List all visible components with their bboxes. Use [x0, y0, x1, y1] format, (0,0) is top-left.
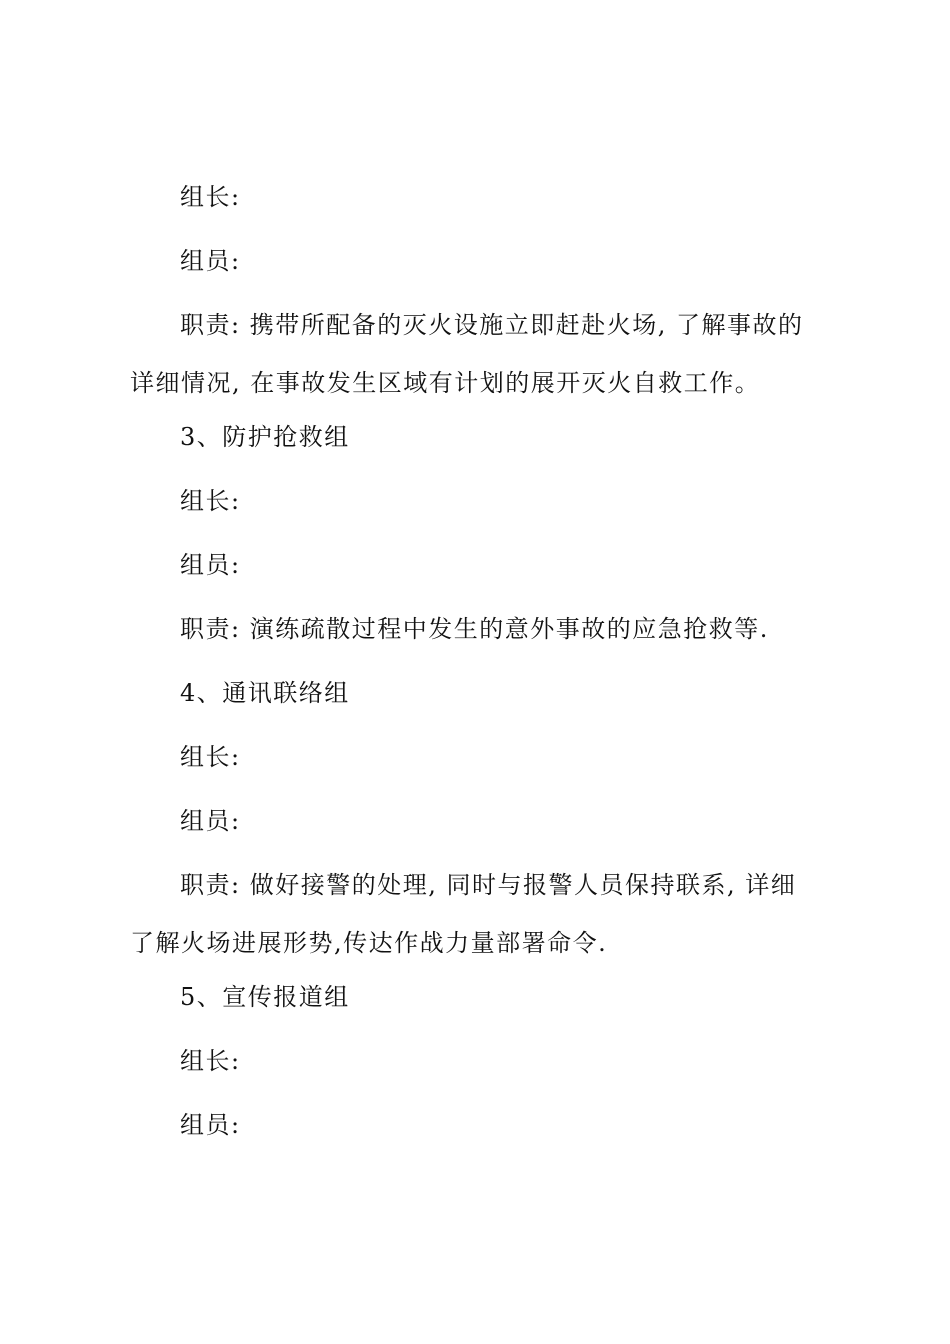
team-member-label: 组员: — [180, 807, 241, 835]
team-leader-label: 组长: — [180, 183, 241, 211]
team-leader-label: 组长: — [180, 487, 241, 515]
duty-line: 职责: 携带所配备的灭火设施立即赶赴火场, 了解事故的 — [180, 311, 804, 339]
team-member-label: 组员: — [180, 247, 241, 275]
duty-line: 详细情况, 在事故发生区域有计划的展开灭火自救工作。 — [130, 369, 761, 397]
team-member-label: 组员: — [180, 551, 241, 579]
team-leader-label: 组长: — [180, 1047, 241, 1075]
duty-line: 职责: 做好接警的处理, 同时与报警人员保持联系, 详细 — [180, 871, 797, 899]
section-heading: 3、防护抢救组 — [180, 423, 350, 451]
duty-line: 了解火场进展形势,传达作战力量部署命令. — [130, 929, 608, 957]
section-heading: 5、宣传报道组 — [180, 983, 350, 1011]
duty-paragraph — [130, 310, 830, 426]
section-heading: 4、通讯联络组 — [180, 679, 350, 707]
duty-line: 职责: 演练疏散过程中发生的意外事故的应急抢救等. — [180, 615, 769, 643]
duty-paragraph — [130, 870, 830, 986]
team-leader-label: 组长: — [180, 743, 241, 771]
team-member-label: 组员: — [180, 1111, 241, 1139]
